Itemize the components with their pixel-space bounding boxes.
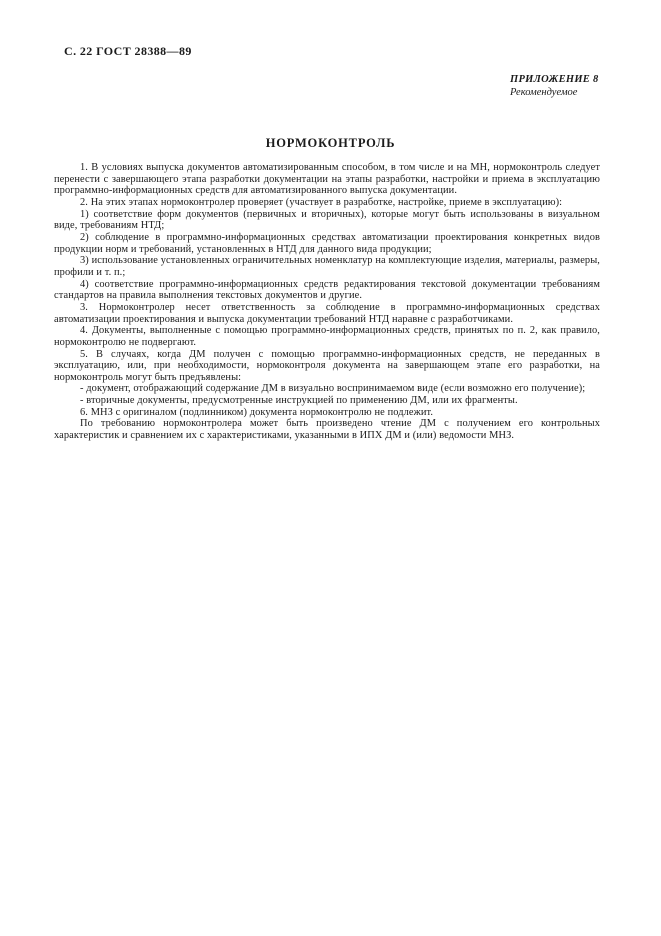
paragraph-3: 1) соответствие форм документов (первичных и вторичных), которые могут быть использованы в визуальном виде, требованиям НТД; — [54, 208, 600, 232]
paragraph-9: 5. В случаях, когда ДМ получен с помощью программно-информационных средств, не переданных в эксплуатацию, или, при необходимости, нормоконтроля документа на завершающем этапе его разработки, на нормоконтроль могут быть предъявлены: — [54, 348, 600, 383]
paragraph-4: 2) соблюдение в программно-информационных средствах автоматизации проектирования конкретных видов продукции норм и требований, установленных в НТД для данного вида продукции; — [54, 231, 600, 255]
paragraph-10: - документ, отображающий содержание ДМ в визуально воспринимаемом виде (если возможно его получение); — [80, 383, 586, 395]
paragraph-5: 3) использование установленных ограничительных номенклатур на комплектующие изделия, материалы, размеры, профили и т. п.; — [54, 255, 600, 278]
paragraph-11: - вторичные документы, предусмотренные инструкцией по применению ДМ, или их фрагменты. — [80, 395, 518, 407]
paragraph-8: 4. Документы, выполненные с помощью программно-информационных средств, принятых по п. 2, как правило, нормоконтролю не подвергают. — [54, 325, 600, 348]
paragraph-1: 1. В условиях выпуска документов автоматизированным способом, в том числе и на МН, нормоконтроль следует перенести с завершающего этапа разработки документации на этапы разработки, настройки и приема в эксплуатацию программно-информационных средств для автоматизированного выпуска документации. — [54, 162, 600, 197]
appendix-subtitle: Рекомендуемое — [510, 87, 578, 98]
paragraph-13: По требованию нормоконтролера может быть произведено чтение ДМ с получением его контрольных характеристик и сравнением их с характеристиками, указанными в ИПХ ДМ и (или) ведомости МНЗ. — [54, 418, 600, 442]
document-body — [54, 162, 600, 442]
page-header: С. 22 ГОСТ 28388—89 — [64, 44, 192, 58]
paragraph-12: 6. МНЗ с оригиналом (подлинником) документа нормоконтролю не подлежит. — [80, 406, 434, 418]
paragraph-7: 3. Нормоконтролер несет ответственность за соблюдение в программно-информационных средствах автоматизации проектирования и выпуска документации требований НТД наравне с разработчиками. — [54, 301, 600, 325]
paragraph-6: 4) соответствие программно-информационных средств редактирования текстовой документации требованиям стандартов на правила выполнения текстовых документов и другие. — [54, 278, 600, 302]
appendix-label: ПРИЛОЖЕНИЕ 8 — [510, 74, 599, 85]
section-title: НОРМОКОНТРОЛЬ — [265, 136, 396, 150]
paragraph-2: 2. На этих этапах нормоконтролер проверяет (участвует в разработке, настройке, приеме в эксплуатацию): — [80, 196, 563, 208]
appendix-block — [510, 73, 599, 99]
